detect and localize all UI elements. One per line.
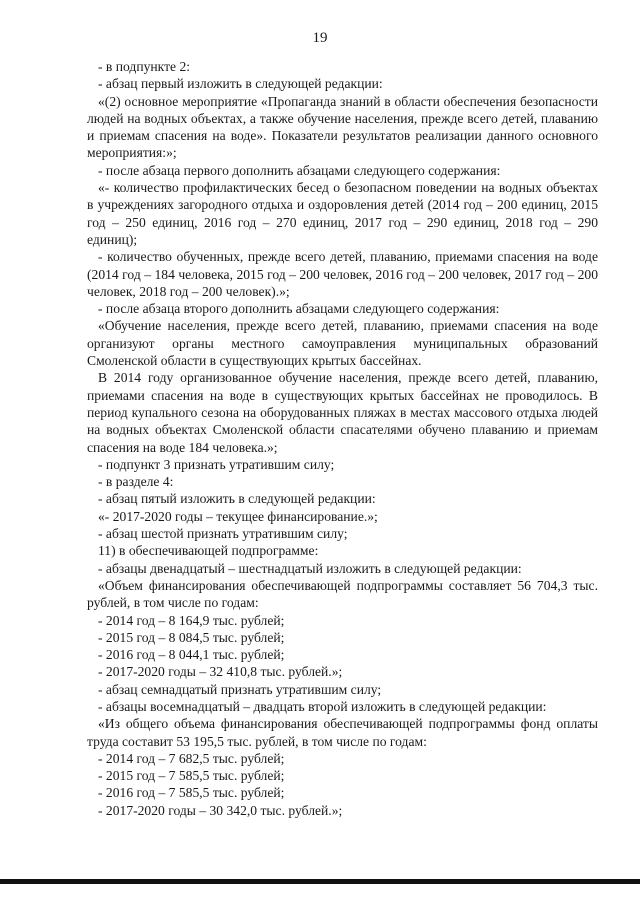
paragraph: - 2017-2020 годы – 30 342,0 тыс. рублей.»; — [98, 802, 343, 818]
page-number: 19 — [312, 30, 328, 46]
paragraph: - подпункт 3 признать утратившим силу; — [98, 456, 335, 472]
paragraph: - абзац шестой признать утратившим силу; — [98, 526, 348, 542]
paragraph: «Обучение населения, прежде всего детей, плаванию, приемами спасения на воде организуют органы местного самоуправления муниципальных образований Смоленской области в существующих крытых бассейнах. — [87, 318, 598, 369]
paragraph: «Объем финансирования обеспечивающей подпрограммы составляет 56 704,3 тыс. рублей, в том числе по годам: — [87, 577, 598, 611]
bottom-rule — [0, 879, 640, 884]
paragraph: - 2014 год – 8 164,9 тыс. рублей; — [98, 612, 285, 628]
paragraph: - 2016 год – 8 044,1 тыс. рублей; — [98, 647, 285, 663]
paragraph: «- количество профилактических бесед о безопасном поведении на водных объектах в учреждениях загородного отдыха и оздоровления детей (2014 год – 200 единиц, 2015 год – 250 единиц, 2016 год – 270 единиц, 2017 год – 290 единиц, 2018 год – 290 единиц); — [87, 180, 598, 247]
paragraph: - в разделе 4: — [98, 474, 174, 490]
paragraph: «Из общего объема финансирования обеспечивающей подпрограммы фонд оплаты труда составит 53 195,5 тыс. рублей, в том числе по годам: — [87, 716, 598, 749]
paragraph: 11) в обеспечивающей подпрограмме: — [98, 543, 319, 559]
paragraph: В 2014 году организованное обучение населения, прежде всего детей, плаванию, приемами спасения на воде в существующих крытых бассейнах не проводилось. В период купального сезона на оборудованных пляжах в местах массового отдыха людей на водных объектах Смоленской области спасателями обучено плаванию и приемам спасения на воде 184 человека.»; — [87, 370, 598, 455]
paragraph: - абзацы восемнадцатый – двадцать второй изложить в следующей редакции: — [98, 698, 547, 714]
paragraph: «(2) основное мероприятие «Пропаганда знаний в области обеспечения безопасности людей на водных объектах, а также обучение населения, прежде всего детей, плаванию и приемам спасения на воде». Показатели результатов реализации данного основного мероприятия:»; — [87, 93, 598, 161]
paragraph: - 2014 год – 7 682,5 тыс. рублей; — [98, 750, 285, 766]
paragraph: - после абзаца первого дополнить абзацами следующего содержания: — [98, 162, 501, 178]
document-body — [87, 58, 598, 819]
paragraph: «- 2017-2020 годы – текущее финансирование.»; — [98, 508, 378, 524]
paragraph: - 2017-2020 годы – 32 410,8 тыс. рублей.»; — [98, 664, 343, 680]
paragraph: - 2016 год – 7 585,5 тыс. рублей; — [98, 785, 285, 801]
paragraph: - абзац первый изложить в следующей редакции: — [98, 76, 383, 92]
paragraph: - 2015 год – 7 585,5 тыс. рублей; — [98, 768, 285, 784]
paragraph: - после абзаца второго дополнить абзацами следующего содержания: — [98, 301, 500, 317]
paragraph: - абзацы двенадцатый – шестнадцатый изложить в следующей редакции: — [98, 560, 522, 576]
paragraph: - в подпункте 2: — [98, 59, 191, 74]
paragraph: - абзац пятый изложить в следующей редакции: — [98, 491, 376, 507]
paragraph: - 2015 год – 8 084,5 тыс. рублей; — [98, 629, 285, 645]
paragraph: - количество обученных, прежде всего детей, плаванию, приемами спасения на воде (2014 год – 184 человека, 2015 год – 200 человек, 2016 год – 200 человек, 2017 год – 200 человек, 2018 год – 200 человек).»; — [87, 249, 598, 299]
paragraph: - абзац семнадцатый признать утратившим силу; — [98, 681, 382, 697]
